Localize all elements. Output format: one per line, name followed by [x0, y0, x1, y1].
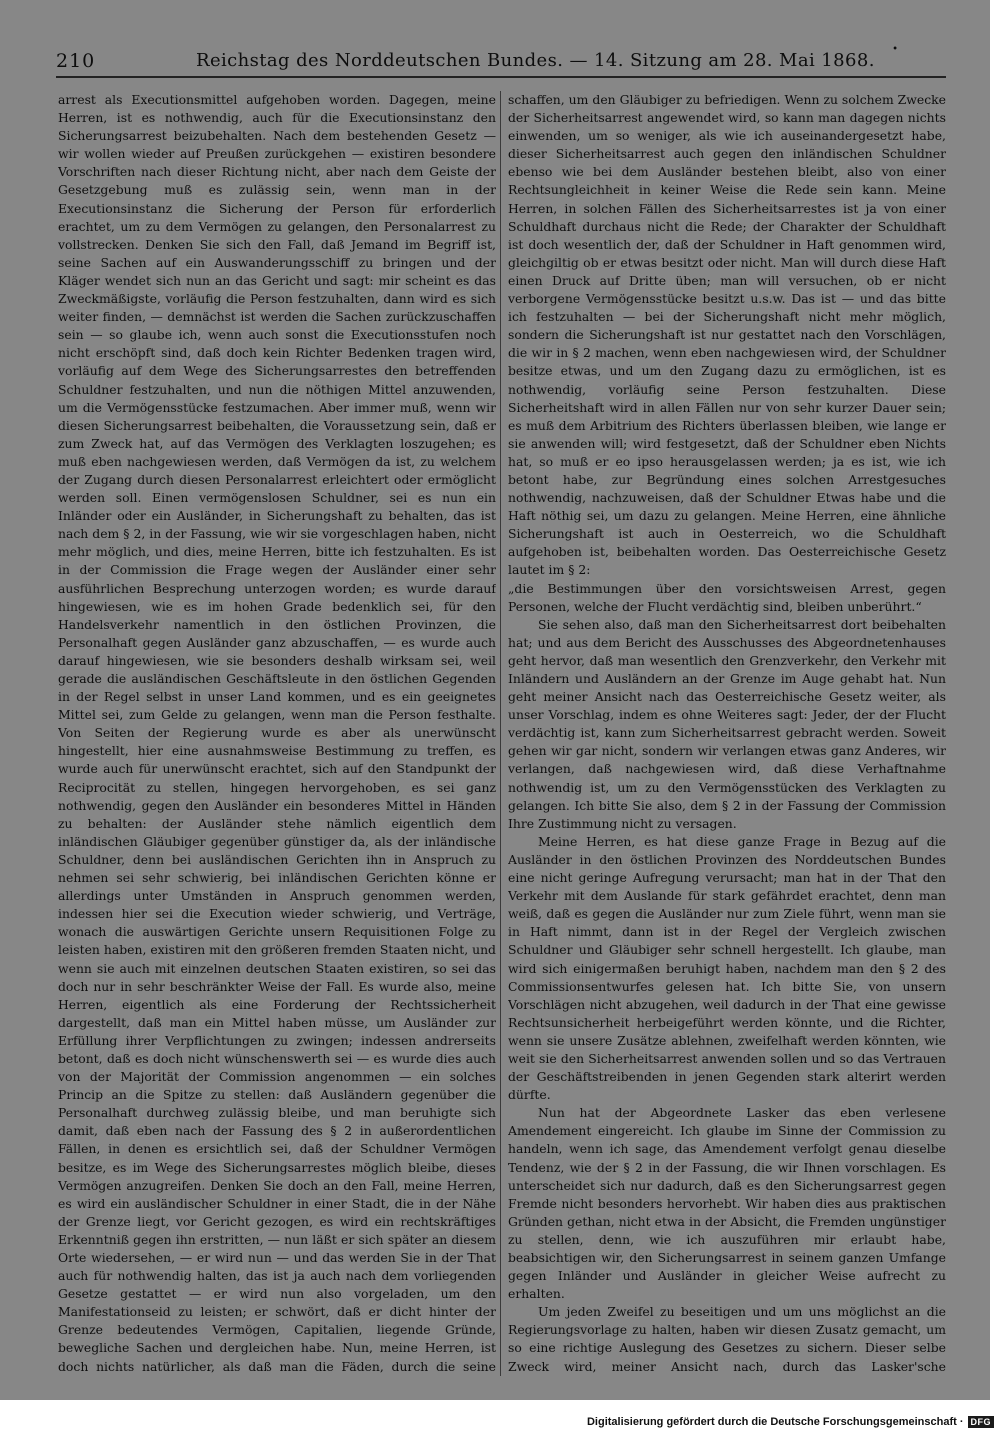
page-number: 210: [56, 50, 96, 72]
law-quote: „die Bestimmungen über den vorsichtsweisen Arrest, gegen Personen, welche der Flucht verdächtig sind, bleiben unberührt.“: [508, 580, 946, 614]
right-paragraph: schaffen, um den Gläubiger zu befriedigen. Wenn zu solchem Zwecke der Sicherheitsarrest angewendet wird, so kann man dagegen nichts einwenden, um so weniger, als wie ich auseinandergesetzt habe, dieser Sicherheitsarrest auch gegen den inländischen Schuldner ebenso wie bei dem Ausländer bestehen bleibt, also von einer Rechtsungleichheit in keiner Weise die Rede sein kann. Meine Herren, in solchen Fällen des Sicherheitsarrestes ist ja von einer Schuldhaft durchaus nicht die Rede; der Charakter der Schuldhaft ist doch wesentlich der, daß der Schuldner in Haft genommen wird, gleichgiltig ob er etwas besitzt oder nicht. Man will durch diese Haft einen Druck auf Dritte üben; man will versuchen, ob er nicht verborgene Vermögensstücke besitzt u.s.w. Das ist — und das bitte ich festzuhalten — bei der Sicherungshaft nicht mehr möglich, sondern die Sicherungshaft ist nur gestattet nach den Vorschlägen, die wir in § 2 machen, wenn eben nachgewiesen wird, der Schuldner besitze etwas, und um den Zugang dazu zu ermöglichen, ist es nothwendig, vorläufig seine Person festzuhalten. Diese Sicherheitshaft wird in allen Fällen nur von sehr kurzer Dauer sein; es muß dem Arbitrium des Richters überlassen bleiben, wie lange er sie anwenden will; wird festgesetzt, daß der Schuldner eben Nichts hat, so muß er eo ipso herausgelassen werden; ja es ist, wie ich betont habe, zur Begründung eines solchen Arrestgesuches nothwendig, nachzuweisen, daß der Schuldner Etwas habe und die Haft nöthig sei, um dazu zu gelangen. Meine Herren, eine ähnliche Sicherungshaft ist auch in Oesterreich, wo die Schuldhaft aufgehoben ist, beibehalten worden. Das Oesterreichische Gesetz lautet im § 2:: [508, 92, 946, 578]
right-column: [508, 91, 946, 1376]
digitization-credit: [587, 1416, 994, 1428]
header-rule: [56, 76, 946, 78]
left-paragraph: arrest als Executionsmittel aufgehoben worden. Dagegen, meine Herren, ist es nothwendig, auch für die Executionsinstanz den Sicherungsarrest beizubehalten. Nach dem bestehenden Gesetz — wir wollen wieder auf Preußen zurückgehen — existiren besondere Vorschriften nach dieser Richtung nicht, aber nach dem Geiste der Gesetzgebung muß es zulässig sein, wenn man in der Executionsinstanz die Sicherung der Person für erforderlich erachtet, um zu dem Vermögen zu gelangen, den Personalarrest zu vollstrecken. Denken Sie sich den Fall, daß Jemand im Begriff ist, seine Sachen auf ein Auswanderungsschiff zu bringen und der Kläger wendet sich nun an das Gericht und sagt: mir scheint es das Zweckmäßigste, vorläufig die Person festzuhalten, dann wird es sich weiter finden, — demnächst ist werden die Sachen zurückzuschaffen sein — so glaube ich, wenn auch sonst die Executionsstufen noch nicht erschöpft sind, daß doch kein Richter Bedenken tragen wird, vorläufig auf dem Wege des Sicherungsarrestes den betreffenden Schuldner festzuhalten, und nun die nöthigen Mittel anzuwenden, um die Vermögensstücke festzumachen. Aber immer muß, wenn wir diesen Sicherungsarrest beibehalten, die Voraussetzung sein, daß er zum Zweck hat, auf das Vermögen des Verklagten loszugehen; es muß eben nachgewiesen werden, daß Vermögen da ist, zu welchem der Zugang durch diesen Personalarrest erleichtert oder ermöglicht werden soll. Einen vermögenslosen Schuldner, sei es nun ein Inländer oder ein Ausländer, in Sicherungshaft zu behalten, das ist nach dem § 2, in der Fassung, wie wir sie vorgeschlagen haben, nicht mehr möglich, und dies, meine Herren, bitte ich festzuhalten. Es ist in der Commission die Frage wegen der Ausländer einer sehr ausführlichen Besprechung unterzogen worden; es wurde darauf hingewiesen, wie es im hohen Grade bedenklich sei, für den Handelsverkehr namentlich in den östlichen Provinzen, die Personalhaft gegen Ausländer ganz abzuschaffen, — es wurde auch darauf hingewiesen, wie sie besonders deshalb wirksam sei, weil gerade die ausländischen Geschäftsleute in den östlichen Gegenden in der Regel selbst in unser Land kommen, und es ein geeignetes Mittel sei, zum Gelde zu gelangen, wenn man die Person festhalte. Von Seiten der Regierung wurde es aber als unerwünscht hingestellt, hier eine ausnahmsweise Bestimmung zu treffen, es wurde auch für unerwünscht erachtet, sich auf den Standpunkt der Reciprocität zu stellen, hingegen hervorgehoben, es sei ganz nothwendig, gegen den Ausländer ein besonderes Mittel in Händen zu behalten: der Ausländer stehe nämlich eigentlich dem inländischen Gläubiger gegenüber günstiger da, als der inländische Schuldner, denn bei ausländischen Gerichten ihn in Anspruch zu nehmen sei sehr schwierig, bei inländischen Gerichten könne er allerdings unter Umständen in Anspruch genommen werden, indessen hier sei die Execution wieder schwierig, und Verträge, wonach die auswärtigen Gerichte unsern Requisitionen Folge zu leisten haben, existiren mit den größeren fremden Staaten nicht, und wenn sie auch mit einzelnen deutschen Staaten existiren, so sei das doch nur in sehr beschränkter Weise der Fall. Es wurde also, meine Herren, eigentlich als eine Forderung der Rechtssicherheit dargestellt, daß man ein Mittel haben müsse, um Ausländer zur Erfüllung ihrer Verpflichtungen zu zwingen; indessen andrerseits betont, daß es doch nicht wünschenswerth sei — es wurde dies auch von der Majorität der Commission angenommen — ein solches Princip an die Spitze zu stellen: daß Ausländern gegenüber die Personalhaft durchweg zulässig bleibe, und man beruhigte sich damit, daß eben nach der Fassung des § 2 in außerordentlichen Fällen, in denen es ersichtlich sei, daß der Schuldner Vermögen besitze, es im Wege des Sicherungsarrestes möglich bleibe, dieses Vermögen anzugreifen. Denken Sie doch an den Fall, meine Herren, es wird ein ausländischer Schuldner in einer Stadt, die in der Nähe der Grenze liegt, vor Gericht gezogen, es wird ein rechtskräftiges Erkenntniß gegen ihn erstritten, — nun läßt er sich später an diesem Orte wiedersehen, — er wird nun — und das werden Sie in der That auch für nothwendig halten, das ist ja auch nach dem vorliegenden Gesetze gestattet — er wird nun also vorgeladen, um den Manifestationseid zu leisten; er schwört, daß er dicht hinter der Grenze bedeutendes Vermögen, Capitalien, liegende Gründe, bewegliche Sachen und dergleichen habe. Nun, meine Herren, ist doch nichts natürlicher, als daß man die Fäden, durch die seine: [58, 92, 496, 1374]
column-divider: [500, 91, 501, 1376]
left-column: [58, 91, 496, 1376]
right-paragraph: Nun hat der Abgeordnete Lasker das eben verlesene Amendement eingereicht. Ich glaube im Sinne der Commission zu handeln, wenn ich sage, das Amendement verfolgt genau dieselbe Tendenz, wie der § 2 in der Fassung, die wir Ihnen vorschlagen. Es unterscheidet sich nur dadurch, daß es den Sicherungsarrest gegen Fremde nicht besonders hervorhebt. Wir haben dies aus praktischen Gründen gethan, nicht etwa in der Absicht, die Fremden ungünstiger zu stellen, denn, wie ich auszuführen mir erlaubt habe, beabsichtigen wir, den Sicherungsarrest in seinem ganzen Umfange gegen Inländer und Ausländer in gleicher Weise aufrecht zu erhalten.: [508, 1105, 946, 1302]
running-head: Reichstag des Norddeutschen Bundes. — 14. Sitzung am 28. Mai 1868.: [196, 50, 875, 71]
corner-mark: •: [892, 44, 898, 55]
dfg-logo: DFG: [968, 1416, 995, 1428]
right-paragraph: Um jeden Zweifel zu beseitigen und um uns möglichst an die Regierungsvorlage zu halten, haben wir diesen Zusatz gemacht, um so eine richtige Auslegung des Gesetzes zu sichern. Dieser selbe Zweck wird, meiner Ansicht nach, durch das Lasker'sche: [508, 1304, 946, 1374]
right-paragraph: Meine Herren, es hat diese ganze Frage in Bezug auf die Ausländer in den östlichen Provinzen des Norddeutschen Bundes eine nicht geringe Aufregung verursacht; man hat in der That den Verkehr mit dem Auslande für stark gefährdet erachtet, denn man weiß, daß es gegen die Ausländer nur zum Ziele führt, wenn man sie in Haft nimmt, dann ist in der Regel der Vergleich zwischen Schuldner und Gläubiger sehr schnell hergestellt. Ich glaube, man wird sich einigermaßen beruhigt haben, nachdem man den § 2 des Commissionsentwurfes gelesen hat. Ich bitte Sie, von unsern Vorschlägen nicht abzugehen, weil dadurch in der That eine gewisse Rechtsunsicherheit herbeigeführt werden könnte, und die Richter, wenn sie unsere Zusätze ablehnen, zweifelhaft werden könnten, wie weit sie den Sicherheitsarrest anwenden sollen und so das Vertrauen der Geschäftstreibenden in jenen Gegenden stark alterirt werden dürfte.: [508, 833, 946, 1103]
page-header: [56, 44, 946, 76]
credit-text: Digitalisierung gefördert durch die Deutsche Forschungsgemeinschaft ·: [586, 1416, 964, 1428]
right-paragraph: Sie sehen also, daß man den Sicherheitsarrest dort beibehalten hat; und aus dem Bericht des Ausschusses des Abgeordnetenhauses geht hervor, daß man wesentlich den Grenzverkehr, den Verkehr mit Inländern und Ausländern an der Grenze im Auge gehabt hat. Nun geht meiner Ansicht nach das Oesterreichische Gesetz weiter, als unser Vorschlag, indem es ohne Weiteres sagt: Jeder, der der Flucht verdächtig ist, kann zum Sicherheitsarrest gebracht werden. Soweit gehen wir gar nicht, sondern wir verlangen etwas ganz Anderes, wir verlangen, daß nachgewiesen wird, daß diese Verhaftnahme nothwendig ist, um zu den Vermögensstücken des Verklagten zu gelangen. Ich bitte Sie also, dem § 2 in der Fassung der Commission Ihre Zustimmung nicht zu versagen.: [508, 616, 946, 831]
